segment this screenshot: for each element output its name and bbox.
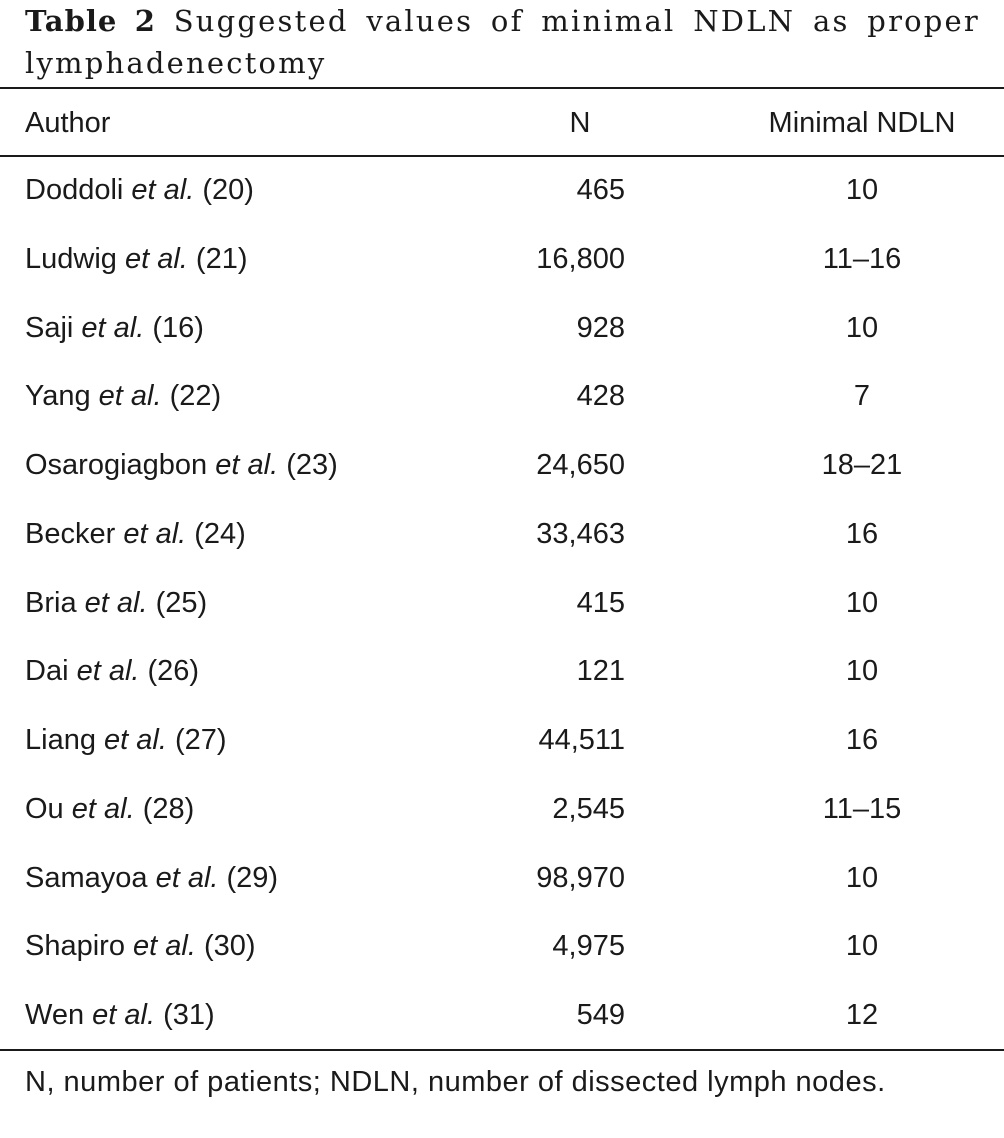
table-row-author (25, 170, 254, 210)
table-row-n: 2,545 (552, 793, 625, 825)
et-al: et al. (155, 862, 219, 894)
table-row-minimal-ndln: 10 (845, 174, 879, 206)
table-row-author (25, 308, 204, 348)
table-caption (25, 0, 980, 84)
table-row-minimal-ndln: 7 (853, 380, 871, 412)
header-rule (0, 155, 1004, 157)
et-al: et al. (133, 930, 196, 962)
table-row-author (25, 651, 199, 691)
table-row-minimal-ndln: 18–21 (821, 449, 903, 481)
reference-number: (30) (203, 930, 256, 962)
reference-number: (23) (286, 449, 338, 481)
table-row-minimal-ndln: 12 (845, 999, 879, 1031)
table-label: Table 2 (25, 4, 156, 38)
table-row-n: 549 (576, 999, 625, 1031)
et-al: et al. (131, 174, 195, 206)
table-row-n: 465 (576, 174, 625, 206)
table-row-minimal-ndln: 10 (845, 655, 879, 687)
reference-number: (25) (155, 587, 208, 619)
author-name: Saji (25, 312, 74, 344)
table-row-author (25, 926, 256, 966)
reference-number: (29) (226, 862, 279, 894)
table-row-author (25, 995, 215, 1035)
table-row-n: 24,650 (536, 449, 625, 481)
table-row-minimal-ndln: 16 (845, 724, 879, 756)
header-minimal-ndln: Minimal NDLN (768, 107, 956, 139)
reference-number: (31) (163, 999, 215, 1031)
reference-number: (28) (142, 793, 195, 825)
table-row-minimal-ndln: 10 (845, 312, 879, 344)
et-al: et al. (98, 380, 162, 412)
et-al: et al. (104, 724, 167, 756)
table-row-author (25, 445, 338, 485)
author-name: Bria (25, 587, 77, 619)
et-al: et al. (81, 312, 145, 344)
reference-number: (22) (169, 380, 222, 412)
header-author: Author (25, 107, 111, 139)
table-row-n: 44,511 (538, 724, 625, 756)
table-row-minimal-ndln: 10 (845, 587, 879, 619)
table-row-n: 928 (576, 312, 625, 344)
author-name: Becker (25, 518, 116, 550)
table-row-minimal-ndln: 11–16 (822, 243, 902, 275)
table-row-minimal-ndln: 16 (845, 518, 879, 550)
et-al: et al. (124, 243, 188, 275)
table-row-author (25, 789, 194, 829)
author-name: Osarogiagbon (25, 449, 208, 481)
et-al: et al. (123, 518, 187, 550)
author-name: Doddoli (25, 174, 124, 206)
table-row-author (25, 858, 278, 898)
table-row-n: 98,970 (536, 862, 625, 894)
table-row-author (25, 583, 207, 623)
et-al: et al. (84, 587, 148, 619)
table-row-author (25, 376, 221, 416)
author-name: Samayoa (25, 862, 148, 894)
author-name: Shapiro (25, 930, 125, 962)
author-name: Wen (25, 999, 85, 1031)
table-row-n: 415 (576, 587, 625, 619)
author-name: Ou (25, 793, 64, 825)
header-n: N (569, 107, 591, 139)
table-title: Suggested values of minimal NDLN as proper lymphadenectomy (25, 4, 980, 80)
author-name: Yang (25, 380, 91, 412)
author-name: Dai (25, 655, 69, 687)
et-al: et al. (71, 793, 135, 825)
reference-number: (24) (194, 518, 246, 550)
table-row-author (25, 514, 246, 554)
table-row-minimal-ndln: 11–15 (822, 793, 902, 825)
et-al: et al. (76, 655, 140, 687)
reference-number: (21) (195, 243, 248, 275)
reference-number: (26) (147, 655, 200, 687)
table-row-n: 428 (576, 380, 625, 412)
bottom-rule (0, 1049, 1004, 1051)
reference-number: (16) (152, 312, 204, 344)
reference-number: (27) (174, 724, 227, 756)
table-row-author (25, 239, 247, 279)
table-row-n: 4,975 (552, 930, 625, 962)
reference-number: (20) (202, 174, 254, 206)
table-row-n: 33,463 (536, 518, 625, 550)
table-row-n: 121 (576, 655, 625, 687)
top-rule (0, 87, 1004, 89)
table-footnote: N, number of patients; NDLN, number of dissected lymph nodes. (25, 1066, 886, 1098)
author-name: Liang (25, 724, 96, 756)
table-row-minimal-ndln: 10 (845, 930, 879, 962)
table-row-minimal-ndln: 10 (845, 862, 879, 894)
et-al: et al. (92, 999, 156, 1031)
author-name: Ludwig (25, 243, 117, 275)
table-row-author (25, 720, 227, 760)
table-row-n: 16,800 (536, 243, 625, 275)
et-al: et al. (215, 449, 279, 481)
